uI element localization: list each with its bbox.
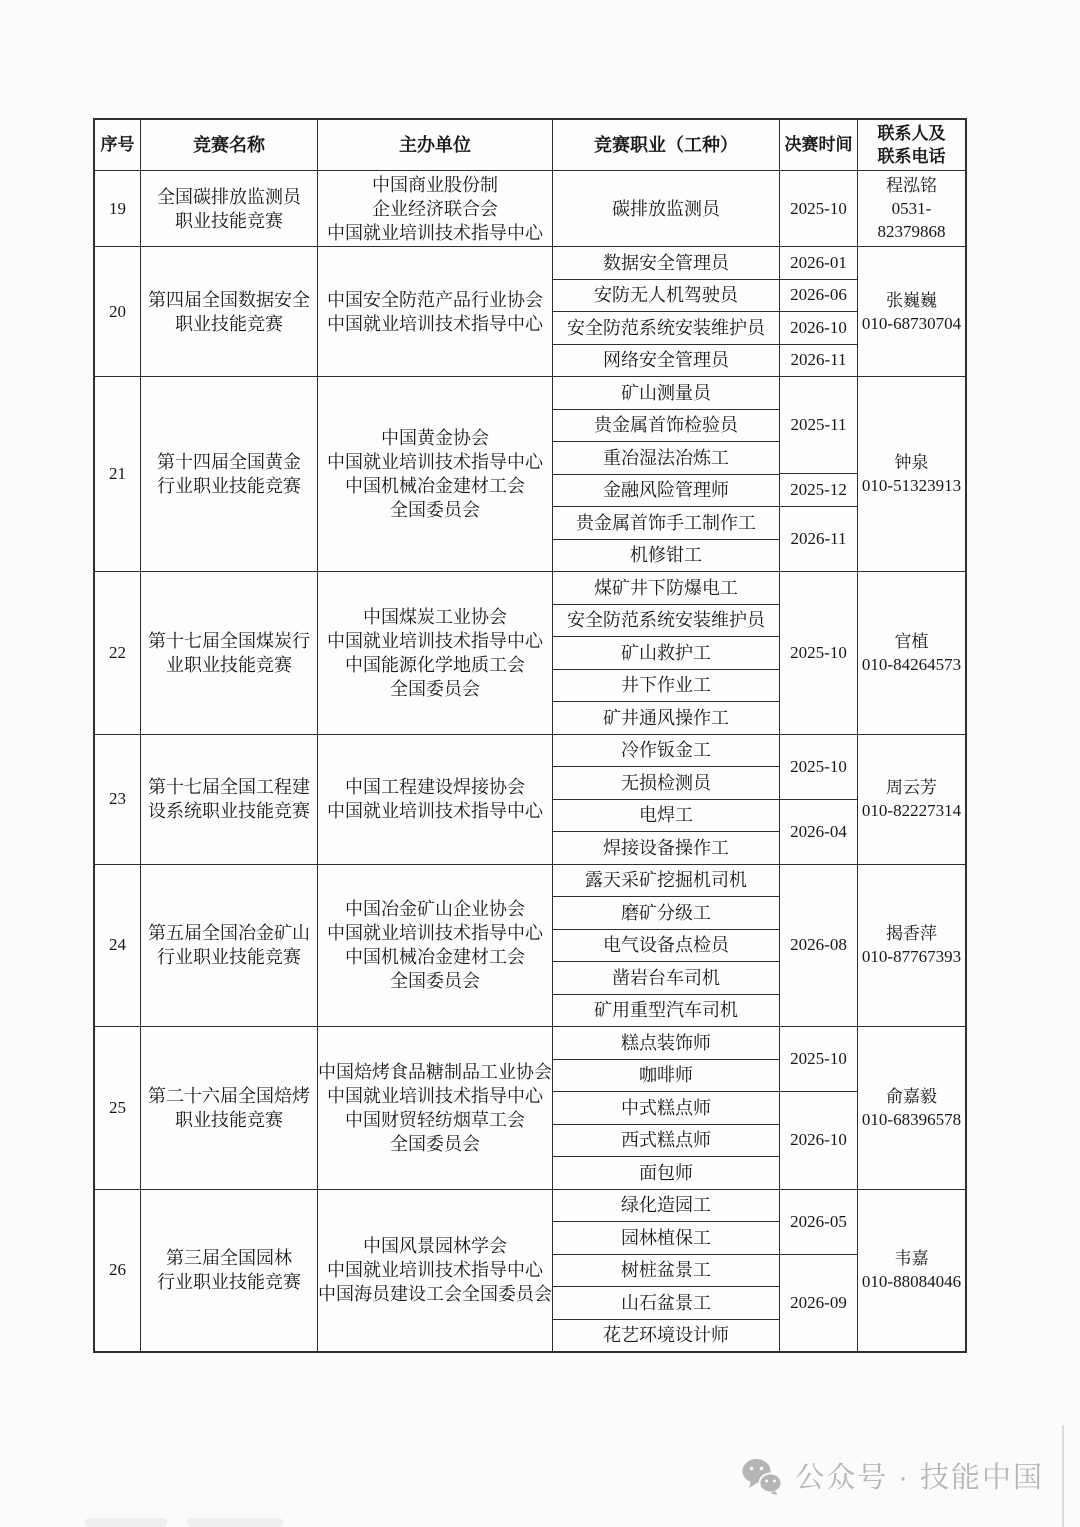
row-number: 25: [109, 1097, 126, 1117]
occupation-cell: 矿用重型汽车司机: [594, 1000, 738, 1021]
contact-cell: [858, 247, 965, 376]
row-number-cell: [95, 377, 141, 571]
organizer-line: 全国委员会: [390, 678, 480, 699]
organizer-line: 企业经济联合会: [372, 198, 498, 219]
competition-row: [95, 1026, 965, 1189]
occupation-cell: 西式糕点师: [553, 1125, 779, 1158]
organizer-line: 中国能源化学地质工会: [345, 654, 525, 675]
organizer-line: 中国风景园林学会: [363, 1236, 507, 1257]
competition-name-cell: [141, 865, 318, 1027]
occupation-cell: 树桩盆景工: [553, 1255, 779, 1288]
row-number: 22: [109, 642, 126, 662]
occupation-cell: 贵金属首饰手工制作工: [553, 507, 779, 540]
organizer-cell: [318, 865, 553, 1027]
competition-name-cell: [141, 1027, 318, 1189]
competition-row: [95, 734, 965, 864]
final-time-cell: 2026-04: [790, 821, 847, 841]
organizer-line: 全国委员会: [390, 971, 480, 992]
header-competition-name: [141, 120, 318, 170]
competition-row: [95, 571, 965, 734]
contact-line: 010-68730704: [861, 313, 962, 333]
row-number: 21: [109, 464, 126, 483]
row-number: 20: [109, 301, 126, 321]
competition-name-line: 全国碳排放监测员: [157, 186, 301, 207]
competition-name-line: 职业技能竞赛: [175, 210, 283, 231]
occupation-column: [553, 1190, 780, 1352]
organizer-line: 中国就业培训技术指导中心: [327, 801, 543, 821]
competition-name-cell: [141, 247, 318, 376]
occupation-cell: 网络安全管理员: [603, 350, 729, 371]
competition-name-line: 第十七届全国煤炭行: [148, 630, 310, 651]
competition-name-line: 业职业技能竞赛: [166, 654, 292, 675]
contact-line: 钟泉: [894, 453, 929, 472]
organizer-cell: [318, 1027, 553, 1189]
row-number: 19: [109, 198, 126, 218]
organizer-line: 中国就业培训技术指导中心: [327, 313, 543, 334]
final-time-cell: 2026-09: [790, 1292, 847, 1312]
occupation-cell: 花艺环境设计师: [603, 1325, 729, 1346]
organizer-line: 全国委员会: [390, 500, 480, 520]
occupation-cell: 山石盆景工: [553, 1287, 779, 1320]
contact-cell: [858, 572, 965, 734]
contact-line: 0531-: [891, 199, 932, 218]
competition-name-line: 设系统职业技能竞赛: [148, 801, 310, 821]
final-time-column: [780, 171, 858, 246]
occupation-column: [553, 572, 780, 734]
organizer-cell: [318, 572, 553, 734]
contact-line: 82379868: [877, 222, 946, 241]
row-number-cell: [95, 1027, 141, 1189]
competition-name-line: 第十四届全国黄金: [157, 452, 301, 472]
organizer-cell: [318, 247, 553, 376]
organizer-line: 中国财贸轻纺烟草工会: [345, 1109, 525, 1130]
scan-edge-artifact: [1062, 1425, 1064, 1527]
occupation-cell: 电气设备点检员: [553, 930, 779, 963]
final-time-column: [780, 735, 858, 864]
organizer-cell: [318, 377, 553, 571]
final-time-cell: 2025-11: [780, 377, 857, 474]
header-final-time: [780, 120, 858, 170]
occupation-cell: 井下作业工: [553, 670, 779, 703]
header-contact: [858, 120, 965, 170]
occupation-cell: 冷作钣金工: [553, 735, 779, 768]
organizer-line: 中国就业培训技术指导中心: [327, 1085, 543, 1106]
occupation-cell: 矿井通风操作工: [603, 707, 729, 728]
competition-name-cell: [141, 1190, 318, 1352]
contact-line: 010-68396578: [861, 1109, 962, 1129]
competition-name-line: 第十七届全国工程建: [148, 777, 310, 797]
competition-name-line: 第五届全国冶金矿山: [148, 923, 310, 944]
competition-name-cell: [141, 572, 318, 734]
final-time-column: [780, 865, 858, 1027]
final-time-cell: 2026-05: [780, 1190, 857, 1255]
contact-cell: [858, 735, 965, 864]
final-time-column: [780, 247, 858, 376]
competition-name-line: 职业技能竞赛: [175, 313, 283, 334]
final-time-cell: 2026-01: [780, 247, 857, 280]
competition-table: [93, 118, 967, 1353]
organizer-cell: [318, 171, 553, 246]
occupation-cell: 金融风险管理师: [553, 475, 779, 508]
occupation-cell: 凿岩台车司机: [553, 962, 779, 995]
watermark-text: 公众号 · 技能中国: [795, 1462, 1044, 1494]
header-organizer-label: 主办单位: [399, 135, 471, 155]
organizer-line: 中国就业培训技术指导中心: [327, 630, 543, 651]
occupation-cell: 矿山测量员: [553, 377, 779, 410]
final-time-cell: 2025-10: [790, 642, 847, 662]
table-header: [95, 120, 965, 170]
organizer-line: 中国安全防范产品行业协会: [327, 289, 543, 310]
organizer-line: 中国就业培训技术指导中心: [327, 452, 543, 472]
scan-smudge: [85, 1518, 167, 1527]
occupation-column: [553, 735, 780, 864]
contact-cell: [858, 377, 965, 571]
contact-cell: [858, 865, 965, 1027]
row-number: 26: [109, 1260, 126, 1280]
occupation-cell: 安防无人机驾驶员: [553, 280, 779, 313]
organizer-line: 中国就业培训技术指导中心: [327, 923, 543, 944]
contact-line: 张巍巍: [886, 290, 937, 310]
competition-name-line: 第四届全国数据安全: [148, 289, 310, 310]
contact-cell: [858, 1027, 965, 1189]
occupation-cell: 无损检测员: [553, 767, 779, 800]
competition-name-line: 职业技能竞赛: [175, 1109, 283, 1130]
row-number-cell: [95, 865, 141, 1027]
contact-line: 官植: [894, 631, 929, 651]
header-no-label: 序号: [100, 135, 135, 154]
organizer-line: 中国机械冶金建材工会: [345, 947, 525, 968]
row-number-cell: [95, 572, 141, 734]
competition-name-line: 第二十六届全国焙烤: [148, 1085, 310, 1106]
organizer-line: 中国煤炭工业协会: [363, 606, 507, 627]
occupation-cell: 面包师: [639, 1162, 693, 1183]
final-time-cell: 2025-10: [790, 198, 847, 218]
occupation-cell: 贵金属首饰检验员: [553, 410, 779, 443]
contact-line: 周云芳: [886, 778, 937, 797]
final-time-column: [780, 377, 858, 571]
contact-line: 010-82227314: [861, 801, 962, 820]
occupation-column: [553, 171, 780, 246]
occupation-column: [553, 1027, 780, 1189]
occupation-cell: 电焊工: [553, 800, 779, 833]
organizer-line: 中国工程建设焊接协会: [345, 777, 525, 797]
organizer-line: 中国海员建设工会全国委员会: [318, 1284, 552, 1305]
header-contact-label-line1: 联系人及: [877, 124, 946, 143]
contact-line: 韦嘉: [894, 1249, 929, 1269]
final-time-column: [780, 572, 858, 734]
competition-name-cell: [141, 171, 318, 246]
occupation-column: [553, 247, 780, 376]
organizer-line: 中国就业培训技术指导中心: [327, 222, 543, 243]
organizer-line: 中国机械冶金建材工会: [345, 476, 525, 496]
competition-row: [95, 376, 965, 571]
occupation-cell: 咖啡师: [553, 1060, 779, 1093]
occupation-column: [553, 377, 780, 571]
competition-row: [95, 1189, 965, 1352]
final-time-cell: 2026-06: [780, 280, 857, 313]
occupation-cell: 安全防范系统安装维护员: [553, 312, 779, 345]
competition-name-line: 行业职业技能竞赛: [157, 1272, 301, 1293]
wechat-account-watermark: [741, 1455, 1044, 1496]
occupation-cell: 机修钳工: [630, 545, 702, 566]
competition-row: [95, 246, 965, 376]
contact-cell: [858, 171, 965, 246]
competition-name-cell: [141, 377, 318, 571]
organizer-line: 中国焙烤食品糖制品工业协会: [318, 1061, 552, 1082]
row-number: 23: [109, 789, 126, 808]
competition-row: [95, 864, 965, 1027]
header-organizer: [318, 120, 553, 170]
organizer-cell: [318, 1190, 553, 1352]
table-body: [95, 170, 965, 1351]
occupation-cell: 碳排放监测员: [612, 198, 720, 219]
competition-name-line: 行业职业技能竞赛: [157, 947, 301, 968]
occupation-column: [553, 865, 780, 1027]
competition-name-line: 第三届全国园林: [166, 1248, 292, 1269]
organizer-line: 全国委员会: [390, 1133, 480, 1154]
occupation-cell: 重冶湿法冶炼工: [553, 442, 779, 475]
row-number-cell: [95, 171, 141, 246]
occupation-cell: 数据安全管理员: [553, 247, 779, 280]
final-time-cell: 2026-08: [790, 935, 847, 955]
final-time-cell: 2026-10: [780, 312, 857, 345]
contact-line: 揭香萍: [886, 924, 937, 944]
competition-name-line: 行业职业技能竞赛: [157, 476, 301, 496]
organizer-cell: [318, 735, 553, 864]
row-number-cell: [95, 247, 141, 376]
contact-cell: [858, 1190, 965, 1352]
competition-name-cell: [141, 735, 318, 864]
header-no: [95, 120, 141, 170]
header-occupation-label: 竞赛职业（工种）: [594, 135, 738, 155]
occupation-cell: 园林植保工: [553, 1222, 779, 1255]
header-contact-label-line2: 联系电话: [877, 147, 946, 166]
row-number-cell: [95, 735, 141, 864]
occupation-cell: 煤矿井下防爆电工: [553, 572, 779, 605]
contact-line: 010-51323913: [861, 476, 962, 495]
contact-line: 俞嘉毅: [886, 1086, 937, 1106]
organizer-line: 中国黄金协会: [381, 428, 489, 448]
occupation-cell: 糕点装饰师: [553, 1027, 779, 1060]
occupation-cell: 中式糕点师: [553, 1092, 779, 1125]
wechat-icon: [741, 1457, 783, 1495]
competition-row: [95, 170, 965, 246]
organizer-line: 中国冶金矿山企业协会: [345, 899, 525, 920]
organizer-line: 中国就业培训技术指导中心: [327, 1260, 543, 1281]
header-name-label: 竞赛名称: [193, 135, 265, 155]
final-time-column: [780, 1190, 858, 1352]
header-occupation: [553, 120, 780, 170]
scan-smudge: [187, 1518, 283, 1527]
row-number: 24: [109, 935, 126, 955]
final-time-cell: 2025-10: [780, 1027, 857, 1092]
occupation-cell: 绿化造园工: [553, 1190, 779, 1223]
occupation-cell: 焊接设备操作工: [603, 837, 729, 858]
occupation-cell: 安全防范系统安装维护员: [553, 605, 779, 638]
occupation-cell: 磨矿分级工: [553, 897, 779, 930]
row-number-cell: [95, 1190, 141, 1352]
final-time-column: [780, 1027, 858, 1189]
contact-line: 程泓铭: [886, 176, 937, 195]
final-time-cell: 2026-10: [790, 1130, 847, 1150]
final-time-cell: 2025-12: [780, 474, 857, 507]
contact-line: 010-88084046: [861, 1272, 962, 1292]
organizer-line: 中国商业股份制: [372, 174, 498, 195]
final-time-cell: 2026-11: [790, 529, 847, 548]
final-time-cell: 2026-11: [790, 350, 847, 370]
header-final-time-label: 决赛时间: [784, 135, 853, 154]
final-time-cell: 2025-10: [780, 735, 857, 800]
contact-line: 010-84264573: [861, 654, 962, 674]
occupation-cell: 露天采矿挖掘机司机: [553, 865, 779, 898]
occupation-cell: 矿山救护工: [553, 637, 779, 670]
contact-line: 010-87767393: [861, 947, 962, 967]
